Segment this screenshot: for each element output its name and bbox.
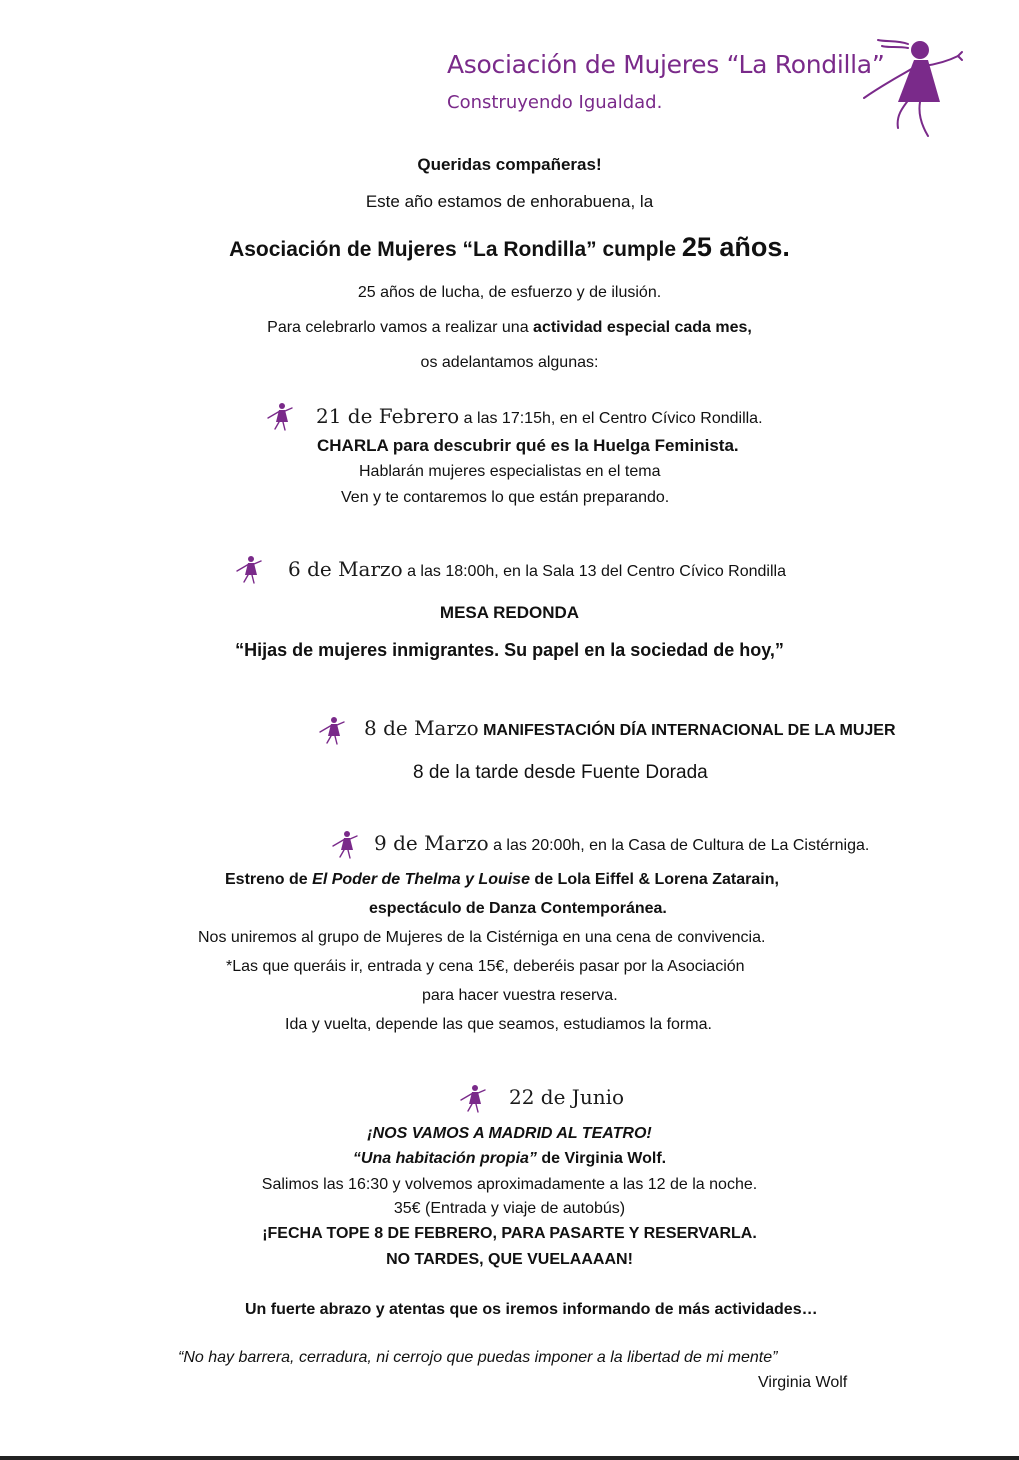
event-subtitle: “Hijas de mujeres inmigrantes. Su papel en la sociedad de hoy,”	[235, 640, 784, 660]
event-detail: Nos uniremos al grupo de Mujeres de la Cistérniga en una cena de convivencia.	[198, 929, 766, 946]
event-play-author: de Virginia Wolf.	[536, 1150, 667, 1167]
event-deadline-warning: NO TARDES, QUE VUELAAAAN!	[386, 1251, 633, 1268]
event-info: a las 18:00h, en la Sala 13 del Centro Cívico Rondilla	[402, 563, 786, 580]
event-detail: para hacer vuestra reserva.	[422, 987, 618, 1004]
dancer-bullet-icon	[233, 555, 263, 585]
celebration-text: Para celebrarlo vamos a realizar una	[267, 319, 534, 336]
event-date: 9 de Marzo	[374, 831, 489, 855]
event-title: MESA REDONDA	[439, 603, 580, 622]
event-title	[225, 871, 779, 889]
event-title: ¡NOS VAMOS A MADRID AL TEATRO!	[367, 1125, 652, 1142]
intro-subline: 25 años de lucha, de esfuerzo y de ilusión.	[357, 284, 662, 301]
event-date: 6 de Marzo	[288, 557, 403, 581]
event-deadline: ¡FECHA TOPE 8 DE FEBRERO, PARA PASARTE Y RESERVARLA.	[262, 1225, 757, 1242]
event-play	[0, 1150, 1019, 1168]
event-title-pre: Estreno de	[225, 871, 313, 888]
anniversary-headline	[0, 232, 1019, 263]
event-date: 8 de Marzo	[364, 716, 479, 740]
event-detail: Salimos las 16:30 y volvemos aproximadamente a las 12 de la noche.	[261, 1176, 758, 1193]
anniversary-years: 25 años.	[681, 232, 790, 262]
event-info: a las 17:15h, en el Centro Cívico Rondilla.	[459, 410, 763, 427]
event-date: 21 de Febrero	[316, 404, 460, 428]
event-title-post: de Lola Eiffel & Lorena Zatarain,	[529, 871, 779, 888]
event-detail: Ida y vuelta, depende las que seamos, estudiamos la forma.	[285, 1016, 712, 1033]
page-bottom-border	[0, 1456, 1019, 1460]
event-play-title: “Una habitación propia”	[352, 1150, 537, 1167]
event-detail: 35€ (Entrada y viaje de autobús)	[393, 1200, 626, 1217]
dancer-bullet-icon	[457, 1084, 487, 1114]
farewell: Un fuerte abrazo y atentas que os iremos informando de más actividades…	[245, 1301, 818, 1318]
dancer-bullet-icon	[264, 402, 294, 432]
dancing-woman-icon	[858, 36, 968, 142]
event-heading	[288, 557, 786, 581]
event-info: MANIFESTACIÓN DÍA INTERNACIONAL DE LA MUJER	[478, 722, 896, 739]
event-date: 22 de Junio	[509, 1085, 625, 1109]
anniversary-headline-text: Asociación de Mujeres “La Rondilla” cumple	[229, 238, 682, 261]
event-subtitle: espectáculo de Danza Contemporánea.	[369, 900, 667, 917]
event-detail: *Las que queráis ir, entrada y cena 15€, deberéis pasar por la Asociación	[226, 958, 745, 975]
event-title: CHARLA para descubrir qué es la Huelga Feminista.	[317, 436, 739, 455]
celebration-bold: actividad especial cada mes,	[533, 319, 752, 336]
event-info: a las 20:00h, en la Casa de Cultura de La Cistérniga.	[488, 837, 870, 854]
intro-preview-line: os adelantamos algunas:	[420, 354, 599, 371]
closing-quote: “No hay barrera, cerradura, ni cerrojo que puedas imponer a la libertad de mi mente”	[178, 1349, 778, 1366]
event-detail: 8 de la tarde desde Fuente Dorada	[413, 762, 708, 783]
event-detail: Hablarán mujeres especialistas en el tema	[359, 463, 661, 480]
dancer-bullet-icon	[316, 716, 346, 746]
quote-author: Virginia Wolf	[758, 1374, 848, 1391]
event-detail: Ven y te contaremos lo que están preparando.	[341, 489, 670, 506]
event-title-work: El Poder de Thelma y Louise	[312, 871, 530, 888]
intro-celebration-line	[0, 319, 1019, 337]
dancer-bullet-icon	[329, 830, 359, 860]
organization-tagline: Construyendo Igualdad.	[447, 92, 663, 113]
event-heading	[374, 831, 869, 855]
event-heading	[316, 404, 763, 428]
event-heading	[364, 716, 896, 740]
organization-name: Asociación de Mujeres “La Rondilla”	[447, 50, 885, 79]
intro-line: Este año estamos de enhorabuena, la	[365, 192, 654, 211]
greeting: Queridas compañeras!	[417, 155, 602, 174]
